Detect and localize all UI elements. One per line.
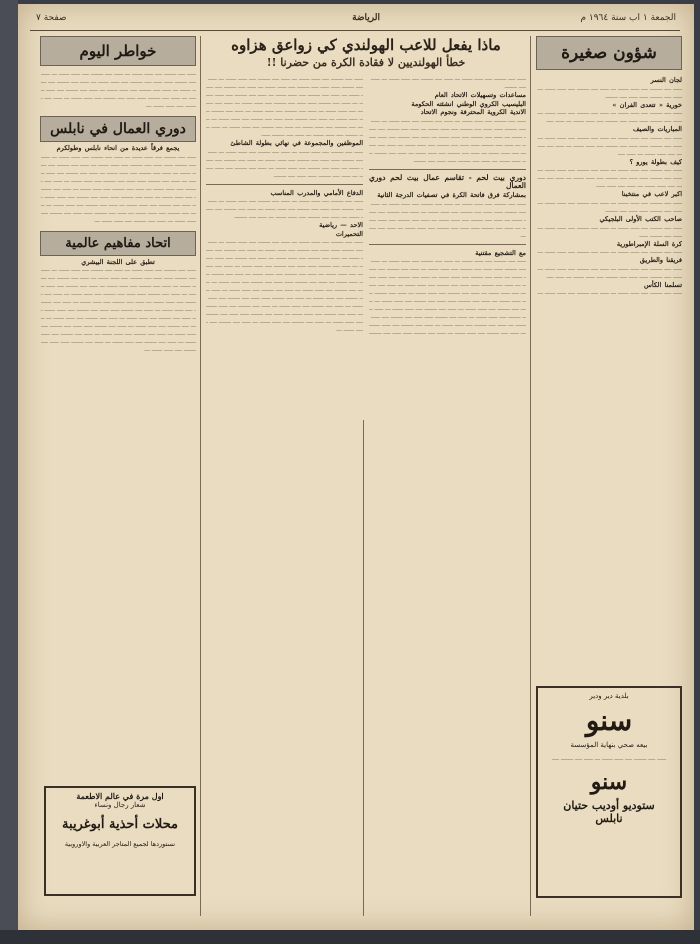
body-text: ـــــ ــــ ـــــــ ــــ ـــــ ــــــ ـــ ـــــ ــــ ـــــــ ــــ ـــــ ــــــ ـــ ـــــ ــــ ـــــــ ـــــ ـــــ ــــ ـــــــ	[537, 84, 682, 100]
global-concepts-title: اتحاد مفاهيم عالمية	[40, 231, 196, 256]
khawater-title: خواطر اليوم	[40, 36, 196, 66]
section-heading: تسلمنا الكأس	[643, 280, 682, 289]
section-heading: دوري بيت لحم - تقاسم عمال بيت لحم دوري العمال	[369, 172, 526, 191]
body-text: ـــــ ــــ ـــــــ ــــ ـــــ ــــــ ـــ ـــــ ــــ ـــــــ ــــ ـــــ ــــــ ـــ ـــــ ــــ ـــــــ ـــــ ـــــ ــــ ـــــــ ــــ ـــــ ــــــ ـــ ـــــ ــــ ـــــــ ــــ ـــــ ــــــ ـــ ـــــ ــــ ـــــــ ــــ ـــــ ــــــ ـــ ـــــ ــــ ـــــــ ــــ ـــــ ــــــ ـــ ـــــ ــــ ـــــــ ـــــ ـــــ ــــ ـــــــ ــــ ـــــ ــــــ ـــ ـــــ ــــ ـــــــ ــــ ـــــ ــــــ ـــ ـــــ ــــ ـــــــ ــــ ـــــ ــــــ ـــ ـــــ ــــ ـــــــ ــــ ـــــ ــــــ ـــ ـــــ ــــ ـــــــ ـــــ ـــــ ــــ ـــــــ ــــ ـــــ ــــــ ـــ ـــــ ــــ ـــــــ ــــ ـــــ ــــــ ـــ ـــــ ــــ ـــــــ ــــ ـــــ ــــــ ـــ ـــــ ــــ ـــــــ ــــ ـــــ ــــــ ـــ ـــــ ــــ ـــــــ ـــــ ـــــ ــــ ـــــــ ــــ ـــــ ــــــ ـــ ـــــ ــــ ـــــــ ــــ ـــــ ــــــ ـــ ـــــ ــــ ـــــــ ــــ ـــــ ــــــ ـــ ـــــ ــــ ـــــــ ــــ ـــــ ــــــ ـــ ـــــ ــــ ـــــــ ـــــ ـــــ ــــ ـــــــ	[369, 257, 526, 337]
page-header	[30, 8, 680, 31]
ad-brand-name: محلات أحذية أبوغريبة	[62, 817, 178, 832]
workers-league-subtitle: يجمع فرقاً عديدة من انحاء نابلس وطولكرم	[56, 144, 180, 152]
body-text: ـــــ ــــ ـــــــ ــــ ـــــ ــــــ ـــ ـــــ ــــ ـــــــ ــــ ـــــ ــــــ ـــ ـــــ ــــ ـــــــ ـــــ ـــــ ــــ ـــــــ ــــ ـــــ ــــــ ـــ ـــــ ــــ ـــــــ ــــ ـــــ ــــــ ـــ ـــــ ــــ ـــــــ ــــ ـــــ ــــــ ـــ ـــــ ــــ ـــــــ ــــ ـــــ ــــــ ـــ ـــــ ــــ ـــــــ ـــــ ـــــ ــــ ـــــــ	[206, 147, 363, 179]
body-text: ـــــ ــــ ـــــــ ــــ ـــــ ــــــ ـــ ـــــ ــــ ـــــــ ــــ ـــــ ــــــ ـــ ـــــ ــــ ـــــــ ـــــ ـــــ ــــ ـــــــ ــــ ـــــ ــــــ ـــ ـــــ ــــ	[537, 264, 682, 280]
body-text: ـــــ ــــ ـــــــ ــــ ـــــ ــــــ ـــ ـــــ ــــ ـــــــ ــــ ـــــ ــــــ ـــ ـــــ ــــ ـــــــ ـــــ ـــــ ــــ ـــــــ ــــ ـــــ ــــــ ـــ ـــــ ــــ ـــــــ ــــ ـــــ ــــــ ـــ ـــــ ــــ ـــــــ ــــ ـــــ ــــــ ـــ ـــــ ــــ ـــــــ ــــ ـــــ ــــــ ـــ ـــــ ــــ ـــــــ ـــــ ـــــ ــــ ـــــــ ــــ ـــــ ــــــ ـــ ـــــ ــــ ـــــــ ــــ ـــــ ــــــ ـــ ـــــ ــــ ـــــــ ــــ ـــــ ــــــ ـــ ـــــ ــــ ـــــــ ــــ ـــــ ــــــ ـــ ـــــ ــــ ـــــــ ـــــ ـــــ ــــ ـــــــ	[369, 116, 526, 164]
ad-line: نستوردها لجميع المتاجر العربية والاوروبية	[64, 840, 176, 848]
section-heading: صاحب الكتب الأولى البلجيكي	[599, 214, 682, 223]
section-subheading: بمشاركة فرق فاتحة الكرة في تصفيات الدرجة الثانية	[377, 190, 526, 199]
body-text: ـــــ ــــ ـــــــ ــــ ـــــ ــــــ ـــ ـــــ ــــ ـــــــ ــــ ـــــ ــــــ ـــ	[537, 248, 682, 256]
ad-body-text: ـــــ ــــ ـــــــ ــــ ـــــ ــــــ ـــ ـــــ ــــ ـــــــ ــــ	[552, 755, 666, 762]
scan-edge-bottom	[0, 930, 700, 944]
column-divider	[200, 36, 201, 916]
bullet-item: البليسيب الكروي الوطني انشئته الحكومة	[411, 99, 526, 108]
body-text: ـــــ ــــ ـــــــ ــــ ـــــ ــــــ ـــ ـــــ ــــ ـــــــ ــــ ـــــ ــــــ ـــ ـــــ ــــ ـــــــ ـــــ ـــــ ــــ ـــــــ ــــ ـــــ ــــــ ـــ ـــــ ــــ ـــــــ ــــ ـــــ ــــــ ـــ ـــــ ــــ ـــــــ ــــ ـــــ ــــــ ـــ ـــــ ــــ ـــــــ ــــ ـــــ ــــــ ـــ ـــــ ــــ ـــــــ ـــــ ـــــ ــــ ـــــــ ــــ ـــــ ــــــ ـــ ـــــ ــــ ـــــــ ــــ ـــــ ــــــ ـــ ـــــ ــــ ـــــــ ــــ ـــــ ــــــ ـــ ـــــ ــــ ـــــــ ــــ ـــــ ــــــ ـــ ـــــ ــــ ـــــــ ـــــ ـــــ ــــ ـــــــ ــــ ـــــ ــــــ ـــ ـــــ ــــ ـــــــ ــــ ـــــ ــــــ ـــ ـــــ ــــ ـــــــ ــــ ـــــ ــــــ ـــ ـــــ ــــ ـــــــ ــــ ـــــ ــــــ ـــ ـــــ ــــ ـــــــ ـــــ ـــــ ــــ ـــــــ ــــ ـــــ ــــــ ـــ ـــــ ــــ ـــــــ ــــ ـــــ ــــــ ـــ	[40, 152, 196, 224]
divider	[369, 244, 526, 245]
body-text: ـــــ ــــ ـــــــ ــــ ـــــ ــــــ ـــ ـــــ ــــ ـــــــ ــــ ـــــ ــــــ ـــ ـــــ ــــ ـــــــ ـــــ ـــــ ــــ ـــــــ ــــ ـــــ ــــــ ـــ ـــــ ــــ	[537, 109, 682, 125]
section-heading: فريقنا والطريق	[639, 256, 682, 265]
body-text: ـــــ ــــ ـــــــ ــــ ـــــ ــــــ ـــ ـــــ ــــ ـــــــ ــــ ـــــ ــــــ ـــ ـــــ ــــ ـــــــ	[370, 75, 526, 90]
body-text: ـــــ ــــ ـــــــ ــــ ـــــ ــــــ ـــ ـــــ ــــ ـــــــ ــــ ـــــ ــــــ ـــ ـــــ ــــ ـــــــ ـــــ ـــــ ــــ ـــــــ ــــ ـــــ ــــــ ـــ ـــــ ــــ ـــــــ ــــ ـــــ ــــــ ـــ ـــــ ــــ ـــــــ ــــ ـــــ ــــــ ـــ ـــــ ــــ ـــــــ ــــ ـــــ ــــــ ـــ ـــــ ــــ ـــــــ ـــــ ـــــ ــــ ـــــــ ــــ ـــــ ــــــ ـــ ـــــ ــــ ـــــــ	[369, 199, 526, 239]
section-heading: لجان النسر	[650, 76, 682, 84]
section-heading: اكبر لاعب في منتخبنا	[621, 190, 682, 199]
header-page-number: صفحة ٧	[36, 13, 67, 23]
right-column	[536, 36, 682, 926]
workers-league-title: دوري العمال في نابلس	[40, 116, 196, 142]
ad-line: شعار رجال ونساء	[94, 801, 146, 809]
main-headline: ماذا يفعل للاعب الهولندي كي زواعق هزاوه	[231, 36, 501, 54]
section-heading: خورية « تتعدى الفران »	[612, 100, 682, 109]
bullet-item: الاندية الكروية المحترفة ونجوم الاتحاد	[420, 108, 526, 117]
bullet-item: مساعدات وتسهيلات الاتحاد العام	[434, 91, 526, 99]
body-text: ـــــ ــــ ـــــــ ــــ ـــــ ــــــ ـــ ـــــ ــــ ـــــــ ــــ ـــــ ــــــ ـــ	[537, 289, 682, 297]
ad-line: اول مرة في عالم الاطعمة	[76, 791, 164, 801]
body-text: ـــــ ــــ ـــــــ ــــ ـــــ ــــــ ـــ ـــــ ــــ ـــــــ ــــ ـــــ ــــــ ـــ ـــــ ــــ ـــــــ ـــــ ـــــ ــــ ـــــــ ــــ ـــــ ــــــ ـــ ـــــ ــــ ـــــــ ــــ ـــــ ــــــ ـــ ـــــ ــــ ـــــــ ــــ ـــــ ــــــ ـــ ـــــ ــــ ـــــــ ــــ ـــــ ــــــ ـــ ـــــ ــــ ـــــــ ـــــ ـــــ ــــ ـــــــ ــــ ـــــ ــــــ ـــ ـــــ ــــ ـــــــ ــــ ـــــ ــــــ ـــ	[40, 70, 196, 109]
ad-city: نابلس	[595, 812, 623, 825]
middle-column	[206, 36, 526, 926]
divider	[206, 184, 363, 185]
inner-heading: الاحد — رياضية	[319, 221, 363, 230]
header-paper-name: الرياضة	[352, 13, 380, 23]
body-text: ـــــ ــــ ـــــــ ــــ ـــــ ــــــ ـــ ـــــ ــــ ـــــــ ــــ ـــــ ــــــ ـــ ـــــ ــــ ـــــــ ـــــ ـــــ ــــ ـــــــ ــــ ـــــ ــــــ ـــ ـــــ ــــ ـــــــ ــــ ـــــ ــــــ ـــ ـــــ ــــ ـــــــ ــــ ـــــ ــــــ ـــ ـــــ ــــ ـــــــ ــــ ـــــ ــــــ ـــ ـــــ ــــ ـــــــ ـــــ ـــــ ــــ ـــــــ ــــ ـــــ ــــــ ـــ ـــــ ــــ ـــــــ ــــ ـــــ ــــــ ـــ ـــــ ــــ ـــــــ ــــ ـــــ ــــــ ـــ ـــــ ــــ ـــــــ ــــ ـــــ ــــــ ـــ ـــــ ــــ ـــــــ ـــــ ـــــ ــــ ـــــــ ــــ ـــــ ــــــ ـــ ـــــ ــــ ـــــــ ــــ ـــــ ــــــ ـــ ـــــ ــــ ـــــــ ــــ ـــــ ــــــ ـــ ـــــ ــــ ـــــــ ــــ ـــــ ــــــ ـــ ـــــ ــــ ـــــــ ـــــ ـــــ ــــ ـــــــ ــــ ـــــ ــــــ ـــ ـــــ ــــ ـــــــ ــــ ـــــ ــــــ ـــ ـــــ ــــ ـــــــ ــــ ـــــ ــــــ ـــ ـــــ ــــ ـــــــ ــــ ـــــ ــــــ ـــ ـــــ ــــ ـــــــ ـــــ ـــــ ــــ ـــــــ ــــ ـــــ ــــــ ـــ	[40, 266, 196, 354]
shoun-saghira-title: شؤون صغيرة	[536, 36, 682, 70]
ad-line: بيعه صحي بنهاية المؤسسة	[570, 741, 648, 749]
inner-heading: الدفاع الأمامي والمدرب المناسب	[270, 188, 363, 197]
body-text: ـــــ ــــ ـــــــ ــــ ـــــ ــــــ ـــ ـــــ ــــ ـــــــ ــــ ـــــ ــــــ ـــ ـــــ ــــ ـــــــ ـــــ ـــــ ــــ ـــــــ ــــ ـــــ ــــــ ـــ ـــــ ــــ ـــــــ ــــ ـــــ ــــــ ـــ ـــــ ــــ ـــــ ـــــ	[537, 166, 682, 190]
body-text: ـــــ ــــ ـــــــ ــــ ـــــ ــــــ ـــ ـــــ ــــ ـــــــ ــــ ـــــ ــــــ ـــ ـــــ ــــ ـــــــ ـــــ ـــــ ــــ ـــــــ	[537, 198, 682, 214]
body-text: ـــــ ــــ ـــــــ ــــ ـــــ ــــــ ـــ ـــــ ــــ ـــــــ ــــ ـــــ ــــــ ـــ ـــــ ــــ ـــــــ ـــــ ـــــ ــــ ـــــــ ــــ ـــــ ــــــ ـــ ـــــ ــــ ـــــــ ــــ ـــــ ــــــ ـــ ـــــ ــــ ـــــــ ــــ ـــــ ــــــ ـــ ـــــ ــــ ـــــــ	[206, 197, 363, 221]
main-subheadline: خطأ الهولنديين لا فقادة الكرة من حضرنا !!	[266, 56, 466, 69]
advertisement-shoes	[44, 786, 196, 896]
ad-dealer: ستوديو أوديب حتيان	[563, 799, 655, 812]
ad-top-line: بلدية دير ودير	[589, 692, 629, 700]
section-heading: كرة السلة الإمبراطورية	[616, 239, 682, 248]
column-divider	[530, 36, 531, 916]
section-heading: كيف بطولة يورو ؟	[629, 157, 682, 166]
section-heading: المباريات والصيف	[632, 125, 682, 134]
body-text: ـــــ ــــ ـــــــ ــــ ـــــ ــــــ ـــ ـــــ ــــ ـــــــ ــــ ـــــ ــــــ ـــ ـــــ ــــ ـــــــ ـــــ ـــــ ــــ ـــــــ ــــ ـــــ ــــــ ـــ ـــــ ــــ ـــــــ ــــ ـــــ ــــــ ـــ ـــــ ــــ	[537, 133, 682, 157]
ad-brand-name: سنو	[585, 704, 633, 737]
inner-heading: الموظفين والمجموعة في نهائي بطولة الشاطئ	[230, 139, 363, 147]
section-heading: التحميرات	[335, 229, 363, 238]
left-column	[40, 36, 196, 926]
body-text: ـــــ ــــ ـــــــ ــــ ـــــ ــــــ ـــ ـــــ ــــ ـــــــ ــــ ـــــ ــــــ ـــ ـــــ ــــ ـــــــ ـــــ	[537, 223, 682, 239]
body-text: ـــــ ــــ ـــــــ ــــ ـــــ ــــــ ـــ ـــــ ــــ ـــــــ ــــ ـــــ ــــــ ـــ ـــــ ــــ ـــــــ ـــــ ـــــ ــــ ـــــــ ــــ ـــــ ــــــ ـــ ـــــ ــــ ـــــــ ــــ ـــــ ــــــ ـــ ـــــ ــــ ـــــــ ــــ ـــــ ــــــ ـــ ـــــ ــــ ـــــــ ــــ ـــــ ــــــ ـــ ـــــ ــــ ـــــــ ـــــ ـــــ ــــ ـــــــ ــــ ـــــ ــــــ ـــ ـــــ ــــ ـــــــ ــــ ـــــ ــــــ ـــ ـــــ ــــ ـــــــ ــــ ـــــ ــــــ ـــ ـــــ ــــ ـــــــ ــــ ـــــ ــــــ ـــ ـــــ ــــ ـــــــ ـــــ ـــــ ــــ ـــــــ ــــ ـــــ ــــــ ـــ ـــــ ــــ ـــــــ ــــ ـــــ ــــــ ـــ ـــــ ــــ ـــــــ ــــ ـــــ ــــــ ـــ ـــــ ــــ ـــــــ ــــ ـــــ ــــــ ـــ ـــــ ــــ ـــــــ ـــــ	[206, 75, 363, 138]
header-date: الجمعة ١ اب سنة ١٩٦٤ م	[580, 13, 676, 23]
global-concepts-subtitle: تطبق على اللجنة البيشري	[81, 257, 155, 266]
section-heading: مع التشجيع مقتنية	[475, 248, 526, 257]
body-text: ـــــ ــــ ـــــــ ــــ ـــــ ــــــ ـــ ـــــ ــــ ـــــــ ــــ ـــــ ــــــ ـــ ـــــ ــــ ـــــــ ـــــ ـــــ ــــ ـــــــ ــــ ـــــ ــــــ ـــ ـــــ ــــ ـــــــ ــــ ـــــ ــــــ ـــ ـــــ ــــ ـــــــ ــــ ـــــ ــــــ ـــ ـــــ ــــ ـــــــ ــــ ـــــ ــــــ ـــ ـــــ ــــ ـــــــ ـــــ ـــــ ــــ ـــــــ ــــ ـــــ ــــــ ـــ ـــــ ــــ ـــــــ ــــ ـــــ ــــــ ـــ ـــــ ــــ ـــــــ ــــ ـــــ ــــــ ـــ ـــــ ــــ ـــــــ ــــ ـــــ ــــــ ـــ ـــــ ــــ ـــــــ ـــــ ـــــ ــــ ـــــــ ــــ ـــــ ــــــ ـــ ـــــ ــــ ـــــــ ــــ ـــــ ــــــ ـــ ـــــ ــــ ـــــــ ــــ ـــــ ــــــ ـــ ـــــ ــــ ـــــــ ــــ ـــــ ــــــ ـــ ـــــ ــــ ـــــــ ـــــ ـــــ ــــ ـــــــ ــــ ـــــ ــــــ ـــ ـــــ ــــ ـــــــ ــــ ـــــ ــــــ ـــ ـــــ ــــ ـــــــ ــــ ـــــ ــــــ ـــ ـــــ ــــ ـــــــ ــــ ـــــ ــــــ ـــ ـــــ ــــ ـــــــ ـــــ ـــــ ــــ ـــــــ ــــ ـــــ ــــــ ـــ ـــــ ــــ ـــــــ ــــ ـــــ ــــــ ـــ ـــــ ــــ ـــــــ ــــ ـــــ ــــــ ـــ	[206, 238, 363, 334]
advertisement-snow	[536, 686, 682, 898]
ad-brand-name-2: سنو	[590, 769, 628, 795]
scan-edge	[0, 0, 18, 944]
divider	[369, 169, 526, 170]
